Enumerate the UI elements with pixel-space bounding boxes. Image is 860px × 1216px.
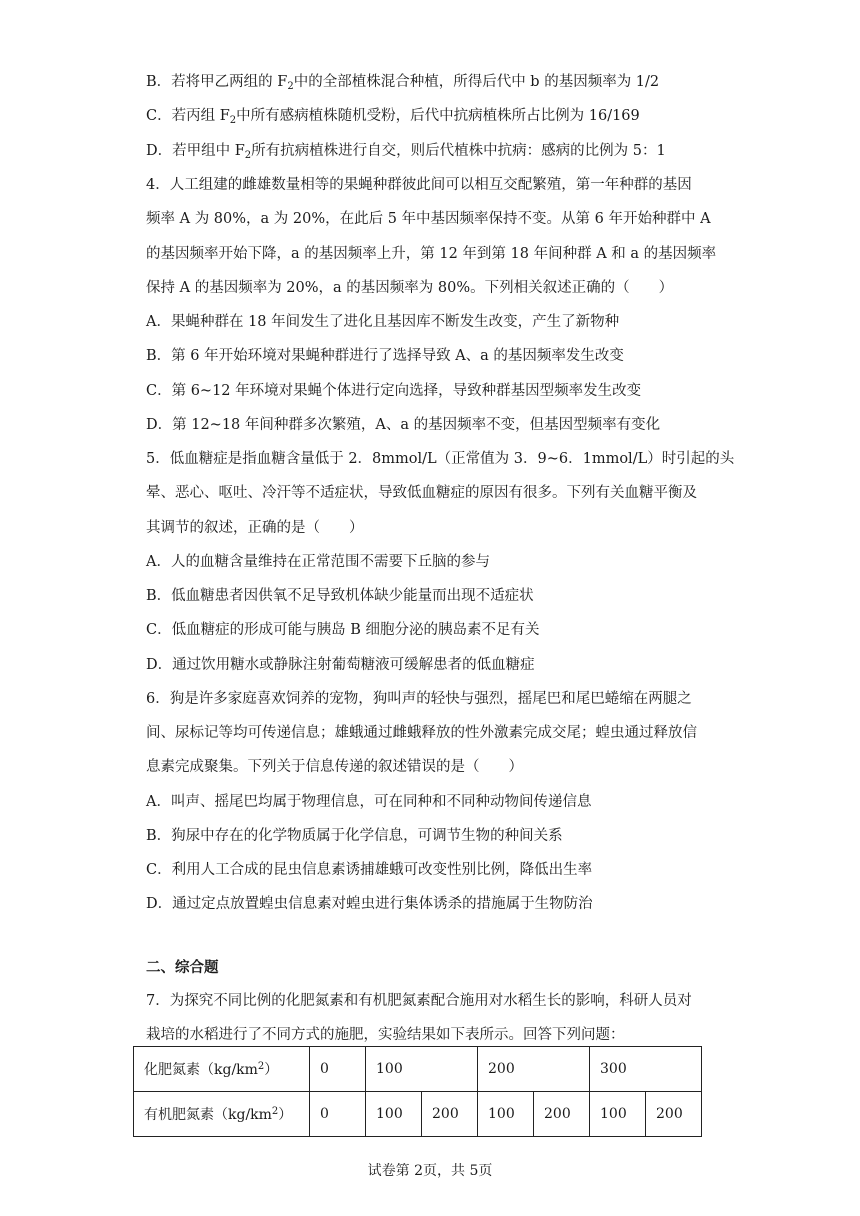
table-cell: 0: [310, 1047, 366, 1092]
q4-option-c: C．第 6~12 年环境对果蝇个体进行定向选择，导致种群基因型频率发生改变: [146, 383, 642, 399]
q3-option-c-sub: 2: [229, 115, 237, 126]
table-row: [134, 1092, 702, 1137]
q3-option-d-text-2: 所有抗病植株进行自交，则后代植株中抗病：感病的比例为 5：1: [251, 143, 666, 159]
q3-option-b-text-2: 中的全部植株混合种植，所得后代中 b 的基因频率为 1/2: [293, 74, 660, 90]
q6-option-a: A．叫声、摇尾巴均属于物理信息，可在同种和不同种动物间传递信息: [146, 794, 592, 810]
q3-option-d-sub: 2: [244, 150, 252, 161]
table-cell: 0: [310, 1092, 366, 1137]
q5-option-d: D．通过饮用糖水或静脉注射葡萄糖液可缓解患者的低血糖症: [146, 657, 535, 673]
q3-option-d: [146, 141, 666, 161]
table-cell: 200: [478, 1047, 590, 1092]
row1-label-text: 化肥氮素（kg/km: [144, 1062, 258, 1078]
q6-option-d: D．通过定点放置蝗虫信息素对蝗虫进行集体诱杀的措施属于生物防治: [146, 896, 593, 912]
page-footer: 试卷第 2页，共 5页: [367, 1163, 493, 1179]
q3-option-d-text-1: D．若甲组中 F: [146, 143, 245, 159]
row2-label-text: 有机肥氮素（kg/km: [144, 1107, 272, 1123]
q3-option-b-sub: 2: [287, 81, 294, 92]
row2-label-sup: 2: [271, 1106, 279, 1117]
row2-label: [134, 1092, 310, 1137]
q4-stem-line-4: 保持 A 的基因频率为 20%，a 的基因频率为 80%。下列相关叙述正确的（ ）: [146, 280, 674, 296]
table-cell: 300: [590, 1047, 702, 1092]
row1-label-tail: ）: [264, 1062, 279, 1078]
table-cell: 100: [366, 1047, 478, 1092]
table-cell: 100: [366, 1092, 422, 1137]
q5-stem-line-2: 晕、恶心、呕吐、冷汗等不适症状，导致低血糖症的原因有很多。下列有关血糖平衡及: [146, 485, 697, 501]
table-cell: 200: [534, 1092, 590, 1137]
q5-option-c: C．低血糖症的形成可能与胰岛 B 细胞分泌的胰岛素不足有关: [146, 622, 540, 638]
q4-option-b: B．第 6 年开始环境对果蝇种群进行了选择导致 A、a 的基因频率发生改变: [146, 348, 624, 364]
table-row: [134, 1047, 702, 1092]
table-cell: 100: [478, 1092, 534, 1137]
q3-option-b: [146, 72, 659, 92]
q5-stem-line-3: 其调节的叙述，正确的是（ ）: [146, 520, 364, 536]
q4-stem-line-2: 频率 A 为 80%，a 为 20%，在此后 5 年中基因频率保持不变。从第 6 年开始种群中 A: [146, 211, 711, 227]
q6-stem-line-3: 息素完成聚集。下列关于信息传递的叙述错误的是（ ）: [146, 759, 523, 775]
fertilizer-table: [133, 1046, 702, 1137]
q5-option-b: B．低血糖患者因供氧不足导致机体缺少能量而出现不适症状: [146, 588, 534, 604]
q3-option-c-text-1: C．若丙组 F: [146, 108, 230, 124]
q5-stem-line-1: 5．低血糖症是指血糖含量低于 2．8mmol/L（正常值为 3．9~6．1mmol/L）时引起的头: [146, 451, 735, 467]
table-cell: 100: [590, 1092, 646, 1137]
q3-option-c-text-2: 中所有感病植株随机受粉，后代中抗病植株所占比例为 16/169: [236, 108, 640, 124]
q4-stem-line-3: 的基因频率开始下降，a 的基因频率上升，第 12 年到第 18 年间种群 A 和 a 的基因频率: [146, 246, 717, 262]
row1-label-sup: 2: [257, 1061, 265, 1072]
q3-option-b-text-1: B．若将甲乙两组的 F: [146, 74, 288, 90]
q6-stem-line-2: 间、尿标记等均可传递信息；雄蛾通过雌蛾释放的性外激素完成交尾；蝗虫通过释放信: [146, 725, 697, 741]
row1-label: [134, 1047, 310, 1092]
q6-option-b: B．狗尿中存在的化学物质属于化学信息，可调节生物的种间关系: [146, 828, 563, 844]
table-cell: 200: [646, 1092, 702, 1137]
q7-stem-line-1: 7．为探究不同比例的化肥氮素和有机肥氮素配合施用对水稻生长的影响，科研人员对: [146, 993, 692, 1009]
q6-stem-line-1: 6．狗是许多家庭喜欢饲养的宠物，狗叫声的轻快与强烈，摇尾巴和尾巴蜷缩在两腿之: [146, 691, 692, 707]
q5-option-a: A．人的血糖含量维持在正常范围不需要下丘脑的参与: [146, 554, 490, 570]
q6-option-c: C．利用人工合成的昆虫信息素诱捕雄蛾可改变性别比例，降低出生率: [146, 862, 593, 878]
q7-stem-line-2: 栽培的水稻进行了不同方式的施肥，实验结果如下表所示。回答下列问题：: [146, 1027, 625, 1043]
section-title: 二、综合题: [146, 959, 219, 976]
row2-label-tail: ）: [278, 1107, 293, 1123]
q4-option-a: A．果蝇种群在 18 年间发生了进化且基因库不断发生改变，产生了新物种: [146, 314, 620, 330]
table-cell: 200: [422, 1092, 478, 1137]
q4-option-d: D．第 12~18 年间种群多次繁殖，A、a 的基因频率不变，但基因型频率有变化: [146, 417, 661, 433]
q4-stem-line-1: 4．人工组建的雌雄数量相等的果蝇种群彼此间可以相互交配繁殖，第一年种群的基因: [146, 177, 692, 193]
q3-option-c: [146, 106, 640, 126]
